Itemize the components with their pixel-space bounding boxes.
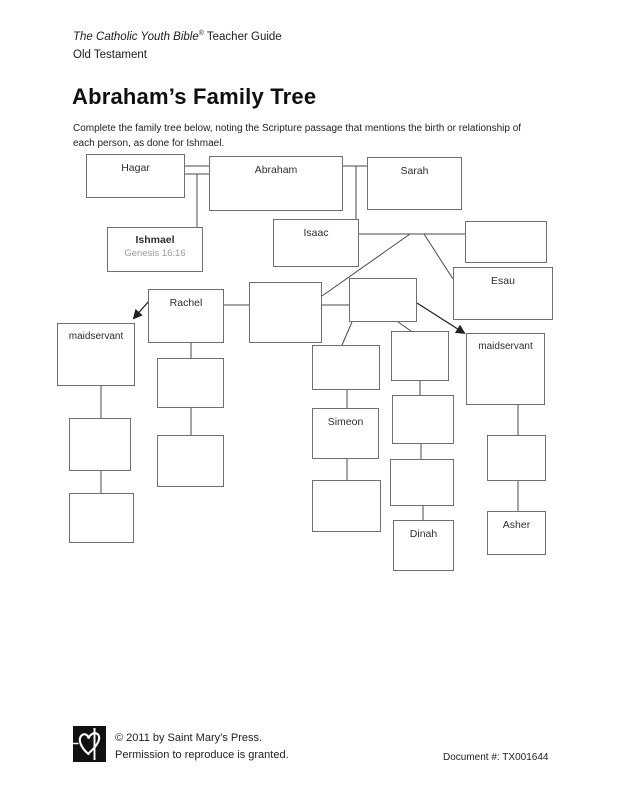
blank-box-right-child-1	[487, 435, 546, 481]
instructions-line1: Complete the family tree below, noting the Scripture passage that mentions the birth or relationship of	[73, 123, 522, 134]
box-ishmael	[107, 227, 203, 272]
blank-box-rachel-child-1	[157, 358, 224, 408]
copyright-line2: Permission to reproduce is granted.	[115, 749, 289, 761]
box-isaac	[273, 219, 359, 267]
blank-box-leah	[349, 278, 417, 322]
saint-marys-press-logo	[73, 726, 106, 762]
instructions	[73, 121, 521, 151]
box-label: Rachel	[169, 297, 203, 309]
box-asher	[487, 511, 546, 555]
series-header	[73, 30, 282, 43]
box-label: Isaac	[303, 227, 329, 239]
blank-box-left-child-1	[69, 418, 131, 471]
box-simeon	[312, 408, 379, 459]
box-label: maidservant	[478, 341, 533, 352]
copyright-notice	[115, 730, 289, 764]
series-suffix: Teacher Guide	[203, 30, 282, 43]
registered-trademark: ®	[198, 30, 204, 37]
blank-box-center-child-1	[391, 331, 449, 381]
box-sarah	[367, 157, 462, 210]
document-number: Document #: TX001644	[443, 752, 549, 763]
blank-box-rachel-child-2	[157, 435, 224, 487]
box-esau	[453, 267, 553, 320]
box-rachel	[148, 289, 224, 343]
box-label: Simeon	[327, 416, 364, 428]
blank-box-isaac-spouse	[465, 221, 547, 263]
page-title: Abraham’s Family Tree	[72, 84, 317, 109]
box-maidservant-right	[466, 333, 545, 405]
box-label: Abraham	[254, 164, 298, 176]
scripture-reference: Genesis 16:16	[124, 248, 186, 259]
box-label: maidservant	[68, 331, 124, 342]
box-label: Ishmael	[135, 234, 175, 246]
blank-box-child-below-simeon	[312, 480, 381, 532]
blank-box-jacob	[249, 282, 322, 343]
series-subtitle: Old Testament	[73, 49, 147, 61]
box-abraham	[209, 156, 343, 211]
blank-box-left-child-2	[69, 493, 134, 543]
blank-box-center-child-3	[390, 459, 454, 506]
copyright-line1: © 2011 by Saint Mary’s Press.	[115, 732, 263, 744]
blank-box-center-child-2	[392, 395, 454, 444]
box-label: Dinah	[409, 528, 438, 540]
box-label: Hagar	[121, 162, 150, 174]
box-maidservant-left	[57, 323, 135, 386]
instructions-line2: each person, as done for Ishmael.	[73, 138, 225, 149]
box-hagar	[86, 154, 185, 198]
blank-box-child-above-simeon	[312, 345, 380, 390]
series-title: The Catholic Youth Bible	[73, 30, 199, 43]
box-label: Esau	[491, 275, 515, 287]
box-label: Asher	[502, 519, 531, 531]
box-dinah	[393, 520, 454, 571]
box-label: Sarah	[400, 165, 429, 177]
